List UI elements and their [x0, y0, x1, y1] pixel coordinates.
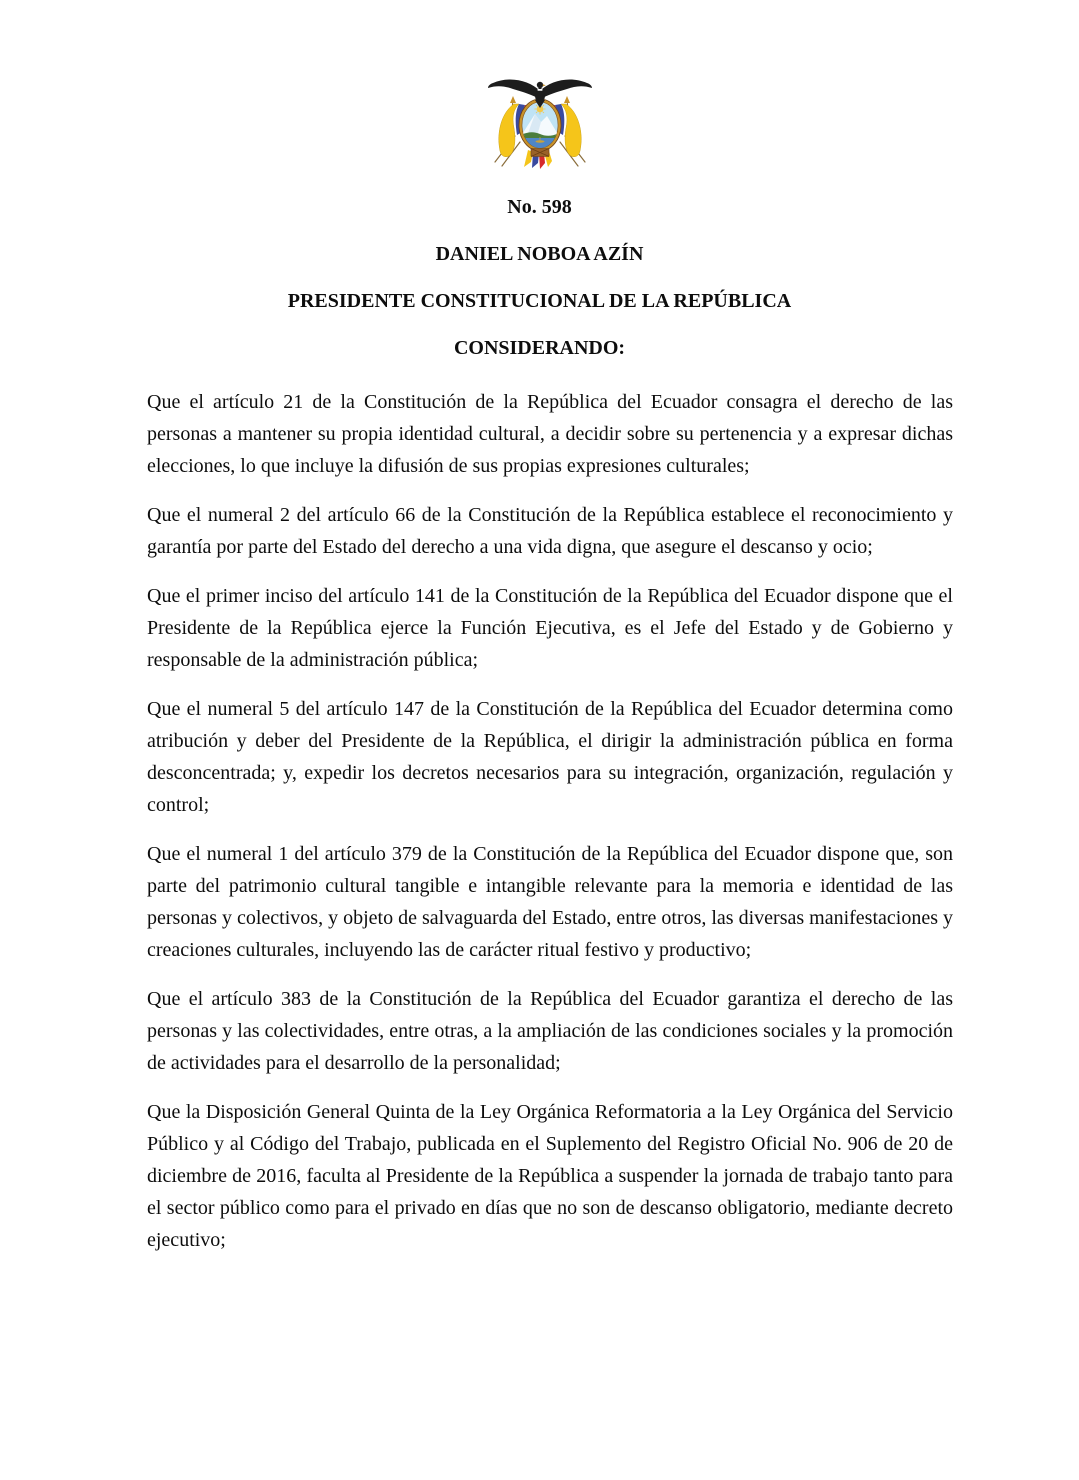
condor-icon — [488, 80, 592, 108]
recital-paragraph-1: Que el artículo 21 de la Constitución de la República del Ecuador consagra el derecho de las personas a mantener su propia identidad cultural, a decidir sobre su pertenencia y a expresar dichas elecciones, lo que incluye la difusión de sus propias expresiones culturales; — [147, 391, 953, 477]
president-name: DANIEL NOBOA AZÍN — [435, 243, 644, 265]
considerando-heading: CONSIDERANDO: — [453, 337, 626, 359]
president-title: PRESIDENTE CONSTITUCIONAL DE LA REPÚBLICA — [287, 290, 792, 312]
decree-number: No. 598 — [507, 196, 572, 218]
condor-collar-icon — [537, 89, 542, 91]
recital-paragraph-5: Que el numeral 1 del artículo 379 de la Constitución de la República del Ecuador dispone que, son parte del patrimonio cultural tangible e intangible relevante para la memoria e identidad de las personas y colectivos, y objeto de salvaguarda del Estado, entre otros, las diversas manifestaciones y creaciones culturales, incluyendo las de carácter ritual festivo y productivo; — [147, 843, 953, 961]
recital-paragraph-6: Que el artículo 383 de la Constitución de la República del Ecuador garantiza el derecho de las personas y las colectividades, entre otras, a la ampliación de las condiciones sociales y la promoción de actividades para el desarrollo de la personalidad; — [147, 988, 953, 1074]
decree-recitals — [147, 386, 953, 1256]
document-header — [0, 195, 1079, 360]
recital-paragraph-2: Que el numeral 2 del artículo 66 de la Constitución de la República establece el reconocimiento y garantía por parte del Estado del derecho a una vida digna, que asegure el descanso y ocio; — [147, 504, 953, 558]
condor-beak-icon — [542, 84, 545, 86]
recital-paragraph-7: Que la Disposición General Quinta de la Ley Orgánica Reformatoria a la Ley Orgánica del Servicio Público y al Código del Trabajo, publicada en el Suplemento del Registro Oficial No. 906 de 20 de diciembre de 2016, faculta al Presidente de la República a suspender la jornada de trabajo tanto para el sector público como para el privado en días que no son de descanso obligatorio, mediante decreto ejecutivo; — [147, 1101, 953, 1251]
recital-paragraph-3: Que el primer inciso del artículo 141 de la Constitución de la República del Ecuador dispone que el Presidente de la República ejerce la Función Ejecutiva, es el Jefe del Estado y de Gobierno y responsable de la administración pública; — [147, 585, 953, 671]
recital-paragraph-4: Que el numeral 5 del artículo 147 de la Constitución de la República del Ecuador determina como atribución y deber del Presidente de la República, el dirigir la administración pública en forma desconcentrada; y, expedir los decretos necesarios para su integración, organización, regulación y control; — [147, 698, 953, 816]
fasces-icon — [531, 149, 549, 157]
ecuador-coat-of-arms-emblem — [485, 76, 595, 170]
